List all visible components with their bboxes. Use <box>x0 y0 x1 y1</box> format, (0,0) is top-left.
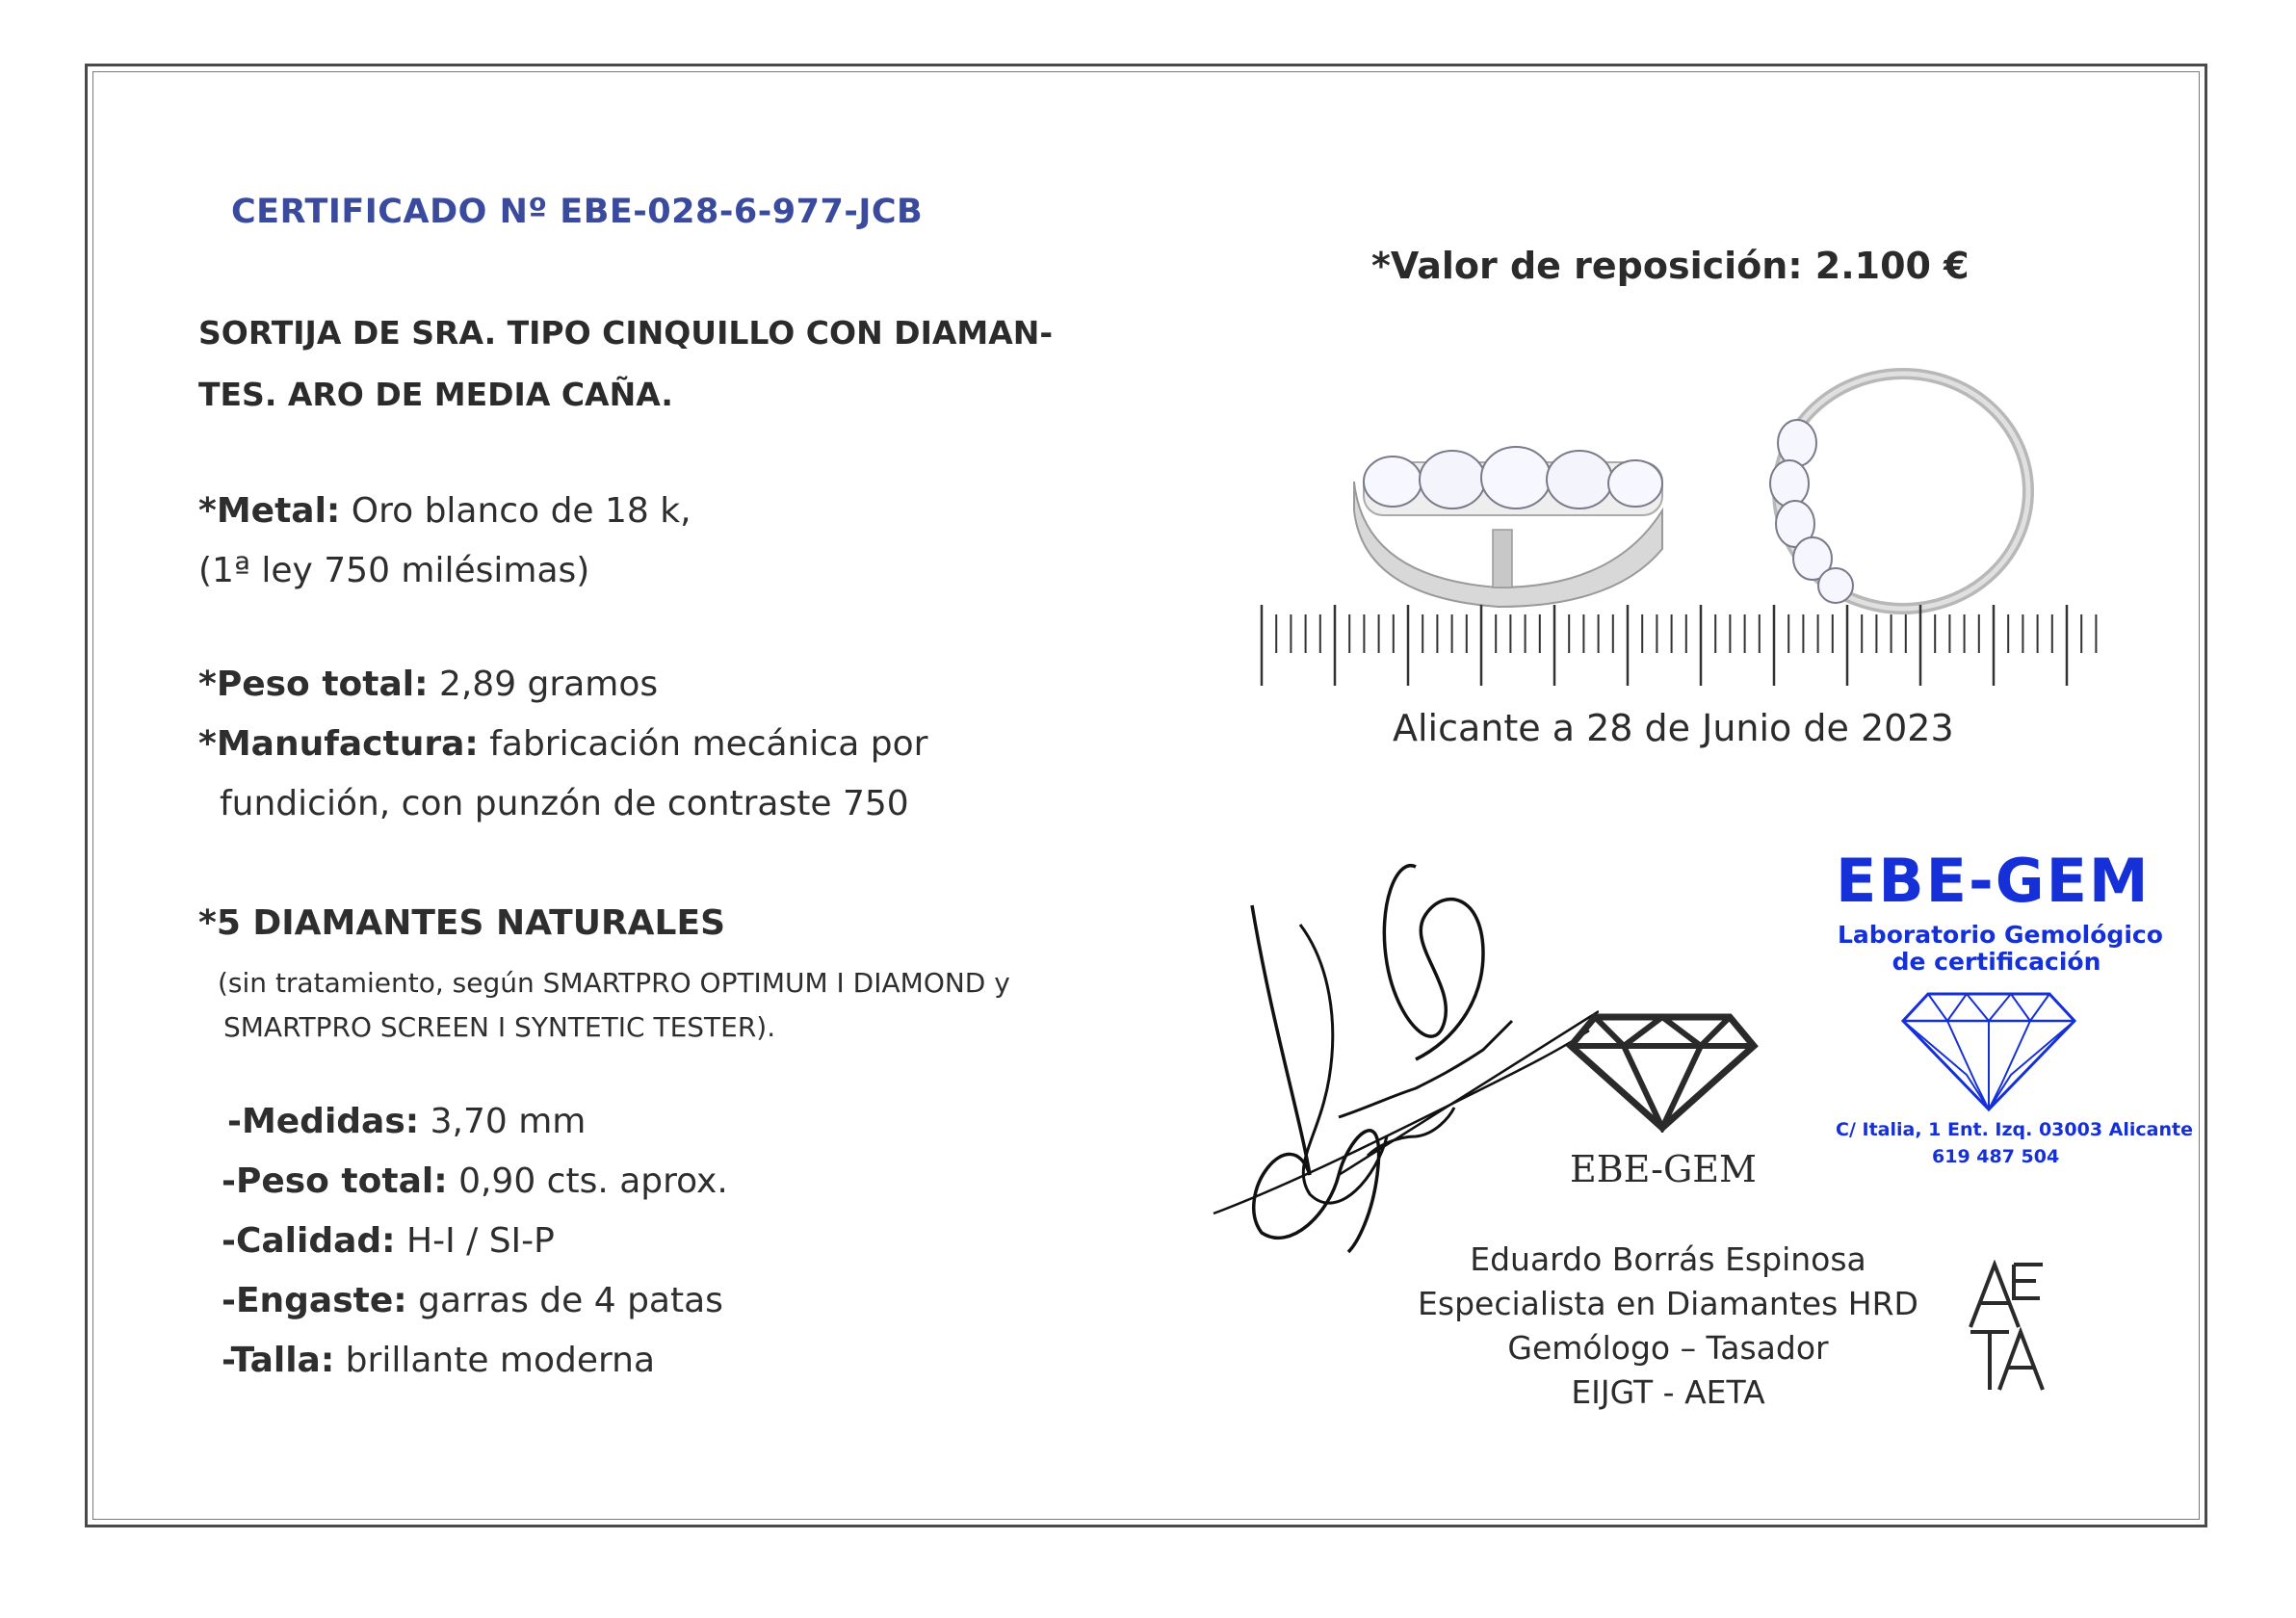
signatory-name: Eduardo Borrás Espinosa <box>1470 1240 1866 1278</box>
spec-label: -Medidas: <box>227 1102 420 1141</box>
spec-label: -Peso total: <box>222 1161 448 1201</box>
spec-value: 3,70 mm <box>419 1102 587 1141</box>
metal-label: *Metal: <box>198 491 341 531</box>
diamonds-note-line2: SMARTPRO SCREEN I SYNTETIC TESTER). <box>223 1011 776 1043</box>
spec-value: 0,90 cts. aprox. <box>447 1161 728 1201</box>
spec-value: H-I / SI-P <box>395 1221 555 1261</box>
replacement-value: *Valor de reposición: 2.100 € <box>1371 245 1970 287</box>
spec-label: -Engaste: <box>222 1281 407 1320</box>
item-title-line2: TES. ARO DE MEDIA CAÑA. <box>198 376 673 413</box>
spec-value: garras de 4 patas <box>406 1281 723 1320</box>
stamp-subtitle-line2: de certificación <box>1892 948 2101 976</box>
weight-line <box>198 665 658 704</box>
weight-value: 2,89 gramos <box>428 665 659 704</box>
manufacture-value: fabricación mecánica por <box>478 724 928 764</box>
stamp-diamond-icon <box>1899 988 2078 1113</box>
spec-label: -Calidad: <box>222 1221 396 1261</box>
stamp-address: C/ Italia, 1 Ent. Izq. 03003 Alicante <box>1836 1119 2193 1140</box>
signatory-title3: EIJGT - AETA <box>1571 1373 1765 1411</box>
stamp-subtitle-line1: Laboratorio Gemológico <box>1838 921 2163 949</box>
stamp-phone: 619 487 504 <box>1932 1146 2060 1167</box>
manufacture-line <box>198 724 927 764</box>
logo-caption: EBE-GEM <box>1570 1148 1757 1190</box>
weight-label: *Peso total: <box>198 665 429 704</box>
issue-date: Alicante a 28 de Junio de 2023 <box>1393 707 1954 749</box>
signatory-title2: Gemólogo – Tasador <box>1507 1329 1829 1367</box>
certificate-number: CERTIFICADO Nº EBE-028-6-977-JCB <box>231 193 924 231</box>
metal-line <box>198 491 691 531</box>
ring-photo <box>1344 366 2076 616</box>
diamonds-note-line1: (sin tratamiento, según SMARTPRO OPTIMUM I DIAMOND y <box>218 967 1010 999</box>
spec-quality <box>222 1221 555 1261</box>
metal-detail: (1ª ley 750 milésimas) <box>198 551 590 590</box>
aeta-monogram-icon <box>1961 1260 2048 1395</box>
spec-weight <box>222 1161 728 1201</box>
handwritten-signature <box>1194 828 1599 1281</box>
manufacture-value-cont: fundición, con punzón de contraste 750 <box>220 784 909 823</box>
manufacture-label: *Manufactura: <box>198 724 479 764</box>
signatory-title1: Especialista en Diamantes HRD <box>1418 1285 1918 1322</box>
diamond-logo-icon <box>1566 1007 1759 1133</box>
item-title-line1: SORTIJA DE SRA. TIPO CINQUILLO CON DIAMAN- <box>198 314 1054 352</box>
spec-label: -Talla: <box>222 1341 335 1380</box>
spec-value: brillante moderna <box>334 1341 656 1380</box>
spec-cut <box>222 1341 655 1380</box>
spec-setting <box>222 1281 723 1320</box>
metal-value: Oro blanco de 18 k, <box>340 491 691 531</box>
diamonds-heading: *5 DIAMANTES NATURALES <box>198 903 725 943</box>
spec-measures <box>227 1102 586 1141</box>
measurement-ruler <box>1258 597 2113 693</box>
stamp-title: EBE-GEM <box>1836 846 2151 916</box>
